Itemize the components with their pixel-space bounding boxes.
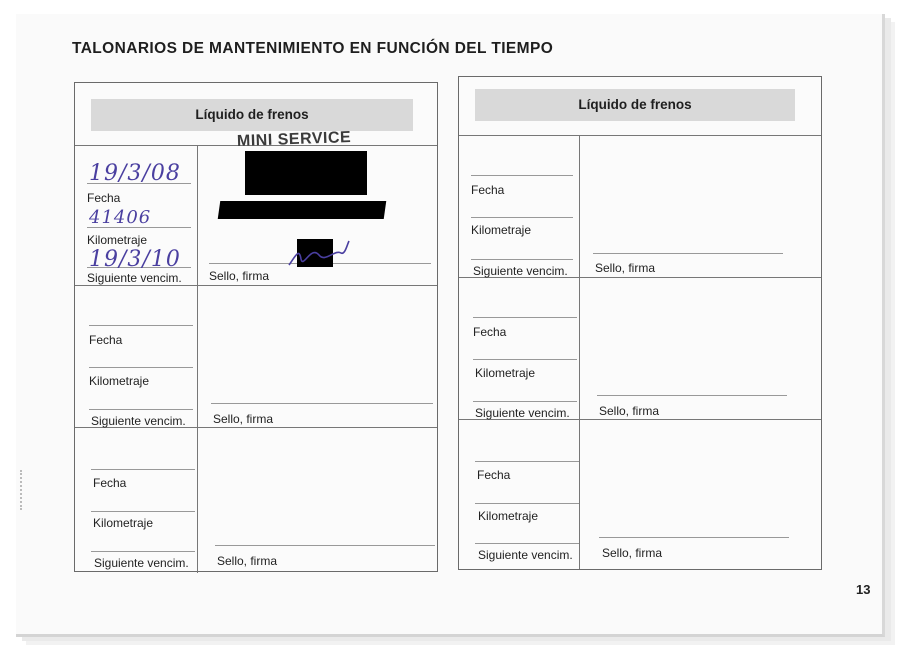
sello-label: Sello, firma: [217, 554, 278, 568]
kilometraje-label: Kilometraje: [87, 233, 148, 247]
handwritten-siguiente: 19/3/10: [89, 247, 181, 272]
right-maintenance-card: [458, 76, 822, 570]
sello-line: [215, 545, 435, 546]
column-divider: [197, 145, 198, 573]
redaction-bar: [218, 201, 387, 219]
kilometraje-label: Kilometraje: [93, 516, 154, 530]
fecha-label: Fecha: [87, 191, 121, 205]
siguiente-line: [89, 409, 193, 410]
kilometraje-line: [475, 503, 579, 504]
sello-label: Sello, firma: [209, 269, 270, 283]
siguiente-line: [471, 259, 573, 260]
left-maintenance-card: [74, 82, 438, 572]
sello-label: Sello, firma: [213, 412, 274, 426]
siguiente-label: Siguiente vencim.: [478, 548, 573, 562]
sello-label: Sello, firma: [599, 404, 660, 418]
kilometraje-line: [473, 359, 577, 360]
siguiente-label: Siguiente vencim.: [87, 271, 182, 285]
kilometraje-line: [91, 511, 195, 512]
fecha-label: Fecha: [93, 476, 127, 490]
fecha-line: [475, 461, 579, 462]
binding-staple: [20, 470, 25, 510]
redaction-block: [245, 151, 367, 195]
siguiente-line: [475, 543, 579, 544]
fecha-label: Fecha: [89, 333, 123, 347]
kilometraje-label: Kilometraje: [475, 366, 536, 380]
kilometraje-label: Kilometraje: [478, 509, 539, 523]
siguiente-label: Siguiente vencim.: [94, 556, 189, 570]
siguiente-line: [473, 401, 577, 402]
dealer-stamp: MINI SERVICE: [236, 129, 352, 150]
handwritten-signature: [285, 235, 355, 271]
column-divider: [579, 135, 580, 569]
sello-line: [593, 253, 783, 254]
siguiente-line: [91, 551, 195, 552]
handwritten-kilometraje: 41406: [89, 207, 152, 228]
left-card-title: Líquido de frenos: [91, 99, 413, 131]
fecha-line: [91, 469, 195, 470]
siguiente-label: Siguiente vencim.: [473, 264, 568, 278]
page-title: TALONARIOS DE MANTENIMIENTO EN FUNCIÓN DEL TIEMPO: [72, 40, 554, 57]
fecha-line: [471, 175, 573, 176]
right-card-title: Líquido de frenos: [475, 89, 795, 121]
fecha-line: [89, 325, 193, 326]
fecha-label: Fecha: [473, 325, 507, 339]
row-divider: [75, 285, 437, 286]
siguiente-label: Siguiente vencim.: [475, 406, 570, 420]
sello-line: [211, 403, 433, 404]
fecha-label: Fecha: [477, 468, 511, 482]
fecha-line: [473, 317, 577, 318]
sello-line: [599, 537, 789, 538]
handwritten-fecha: 19/3/08: [89, 161, 181, 186]
siguiente-label: Siguiente vencim.: [91, 414, 186, 428]
kilometraje-line: [471, 217, 573, 218]
sello-label: Sello, firma: [602, 546, 663, 560]
fecha-label: Fecha: [471, 183, 505, 197]
sello-line: [597, 395, 787, 396]
kilometraje-label: Kilometraje: [471, 223, 532, 237]
kilometraje-label: Kilometraje: [89, 374, 150, 388]
sello-label: Sello, firma: [595, 261, 656, 275]
page-number: 13: [856, 582, 871, 597]
card-header-divider: [459, 135, 821, 136]
kilometraje-line: [89, 367, 193, 368]
